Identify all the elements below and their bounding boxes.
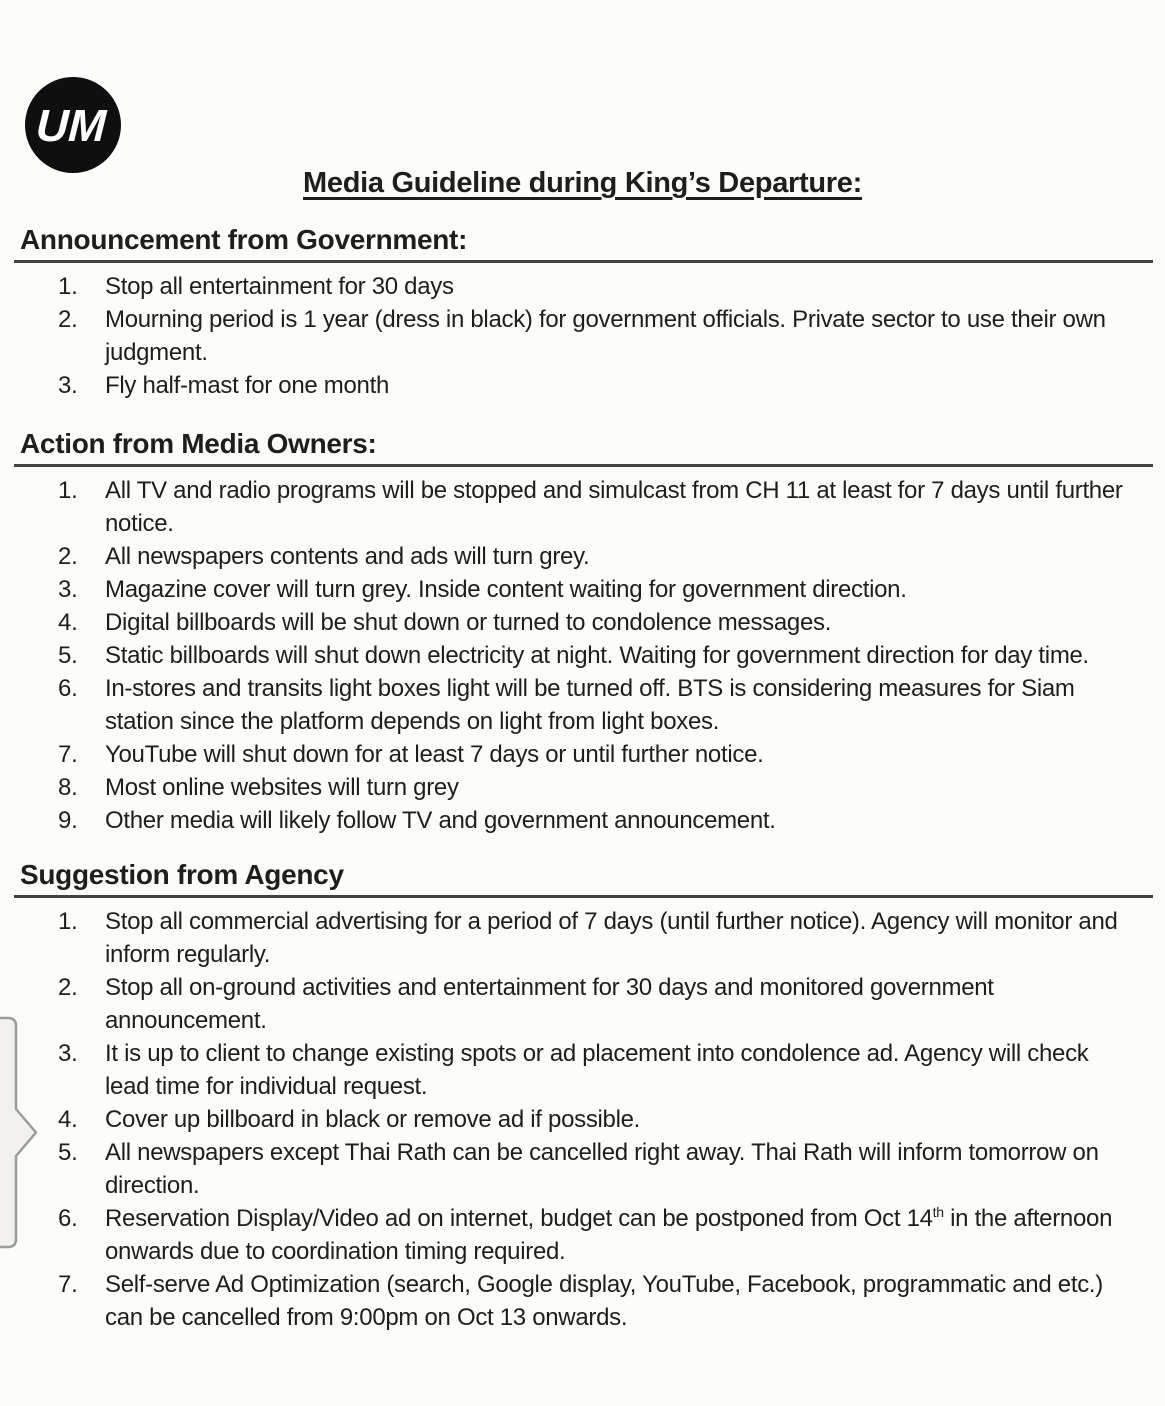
list-item-text: Static billboards will shut down electricity at night. Waiting for government direction for day time. [105,642,1089,669]
list-item-text-post: in the afternoon onwards due to coordination timing required. [105,1205,1113,1265]
um-logo-text: UM [34,99,108,151]
list-item-text: Digital billboards will be shut down or turned to condolence messages. [105,609,832,636]
list-item-text: All newspapers except Thai Rath can be cancelled right away. Thai Rath will inform tomorrow on direction. [105,1139,1099,1199]
list-item [58,540,1135,573]
list-item-text: Stop all commercial advertising for a period of 7 days (until further notice). Agency will monitor and inform regularly. [105,908,1118,968]
ordinal-superscript: th [932,1204,944,1220]
section-heading: Announcement from Government: [14,224,1153,263]
document-title [0,0,1165,200]
section-suggestion-from-agency [0,859,1165,1334]
section-action-from-media-owners [0,428,1165,837]
list-item [58,1268,1135,1334]
um-logo [25,77,121,173]
list-item-text: Most online websites will turn grey [105,774,459,801]
list-item-text: YouTube will shut down for at least 7 days or until further notice. [105,741,764,768]
section-announcement-from-government [0,224,1165,402]
list-item [58,369,1135,402]
list-item-text-pre: Reservation Display/Video ad on internet, budget can be postponed from Oct 14 [105,1205,933,1232]
list-item [58,971,1135,1037]
list-item [58,474,1135,540]
list-item-text: All TV and radio programs will be stopped and simulcast from CH 11 at least for 7 days until further notice. [105,477,1123,537]
list-item [58,804,1135,837]
list-item-text: Self-serve Ad Optimization (search, Google display, YouTube, Facebook, programmatic and etc.) can be cancelled from 9:00pm on Oct 13 onwards. [105,1271,1103,1331]
list-item-text: Stop all on-ground activities and entertainment for 30 days and monitored government announcement. [105,974,994,1034]
document-title-text: Media Guideline during King’s Departure: [303,167,862,199]
list-item [58,606,1135,639]
list-item-text: Other media will likely follow TV and government announcement. [105,807,776,834]
numbered-list [58,270,1135,402]
list-item [58,303,1135,369]
list-item-text: Fly half-mast for one month [105,372,390,399]
numbered-list [58,474,1135,837]
list-item [58,1037,1135,1103]
list-item-text: Stop all entertainment for 30 days [105,273,454,300]
list-item-text: Magazine cover will turn grey. Inside content waiting for government direction. [105,576,907,603]
numbered-list [58,905,1135,1334]
list-item [58,738,1135,771]
section-heading: Action from Media Owners: [14,428,1153,467]
section-heading: Suggestion from Agency [14,859,1153,898]
list-item [58,270,1135,303]
list-item-text: In-stores and transits light boxes light will be turned off. BTS is considering measures for Siam station since the platform depends on light from light boxes. [105,675,1075,735]
list-item [58,771,1135,804]
list-item [58,639,1135,672]
list-item-text: Cover up billboard in black or remove ad if possible. [105,1106,641,1133]
list-item [58,573,1135,606]
list-item-text: Mourning period is 1 year (dress in black) for government officials. Private sector to use their own judgment. [105,306,1106,366]
list-item [58,1136,1135,1202]
list-item [58,1103,1135,1136]
list-item [58,905,1135,971]
list-item [58,672,1135,738]
list-item-text: It is up to client to change existing spots or ad placement into condolence ad. Agency will check lead time for individual request. [105,1040,1089,1100]
list-item-text: All newspapers contents and ads will turn grey. [105,543,590,570]
list-item [58,1202,1135,1268]
